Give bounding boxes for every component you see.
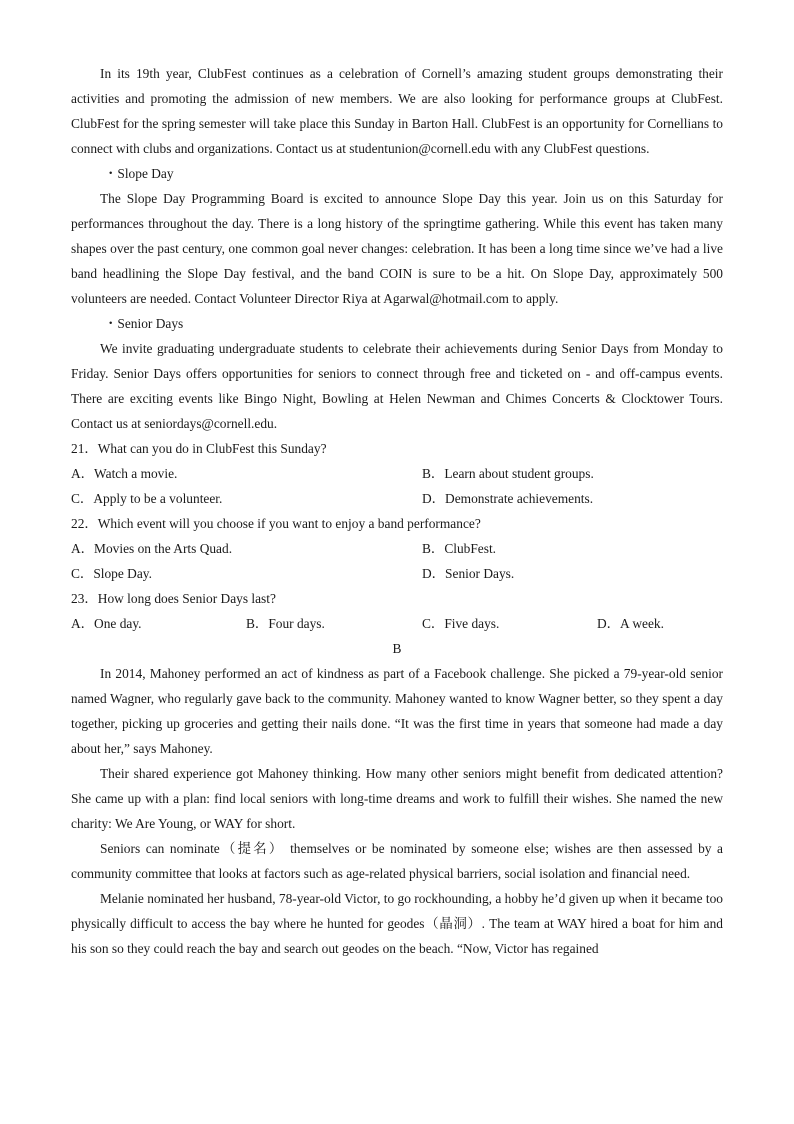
option-b: B．Learn about student groups. bbox=[422, 466, 594, 481]
question-22 bbox=[71, 511, 723, 586]
option-a: A．Movies on the Arts Quad. bbox=[71, 541, 233, 556]
option-c: C．Five days. bbox=[422, 616, 500, 631]
question-stem: 21．What can you do in ClubFest this Sunday? bbox=[71, 441, 327, 456]
question-21 bbox=[71, 436, 723, 511]
option-c: C．Apply to be a volunteer. bbox=[71, 491, 223, 506]
option-b: B．ClubFest. bbox=[422, 541, 497, 556]
question-23 bbox=[71, 586, 723, 636]
senior-days-heading: ・Senior Days bbox=[104, 316, 184, 331]
option-row bbox=[71, 611, 723, 636]
passage-b-paragraph: Their shared experience got Mahoney thinking. How many other seniors might benefit from dedicated attention? She came up with a plan: find local seniors with long-time dreams and work to fulfill their wishes. She named the new charity: We Are Young, or WAY for short. bbox=[71, 766, 723, 831]
option-a: A．One day. bbox=[71, 616, 142, 631]
option-row bbox=[71, 486, 723, 511]
question-stem: 23．How long does Senior Days last? bbox=[71, 591, 276, 606]
passage-b-paragraph: In 2014, Mahoney performed an act of kindness as part of a Facebook challenge. She picked a 79-year-old senior named Wagner, who regularly gave back to the community. Mahoney wanted to know Wagner better, so they spent a day together, picking up groceries and getting their nails done. “It was the first time in years that someone had made a day about her,” says Mahoney. bbox=[71, 666, 723, 756]
option-d: D．Senior Days. bbox=[422, 566, 515, 581]
senior-days-paragraph: We invite graduating undergraduate students to celebrate their achievements during Senior Days from Monday to Friday. Senior Days offers opportunities for seniors to connect through free and ticketed on - and off-campus events. There are exciting events like Bingo Night, Bowling at Helen Newman and Chimes Concerts & Clocktower Tours. Contact us at seniordays@cornell.edu. bbox=[71, 341, 723, 431]
clubfest-paragraph: In its 19th year, ClubFest continues as a celebration of Cornell’s amazing student groups demonstrating their activities and promoting the admission of new members. We are also looking for performance groups at ClubFest. ClubFest for the spring semester will take place this Sunday in Barton Hall. ClubFest is an opportunity for Cornellians to connect with clubs and organizations. Contact us at studentunion@cornell.edu with any ClubFest questions. bbox=[71, 66, 723, 156]
option-d: D．A week. bbox=[597, 616, 664, 631]
passage-b-paragraph: Melanie nominated her husband, 78-year-old Victor, to go rockhounding, a hobby he’d given up when it became too physically difficult to access the bay where he hunted for geodes（晶洞）. The team at WAY hired a boat for him and his son so they could reach the bay and search out geodes on the beach. “Now, Victor has regained bbox=[71, 891, 723, 956]
option-row bbox=[71, 561, 723, 586]
slope-day-heading: ・Slope Day bbox=[104, 166, 174, 181]
page-content bbox=[71, 61, 723, 961]
option-b: B．Four days. bbox=[246, 616, 325, 631]
section-label-b: B bbox=[392, 641, 402, 656]
option-row bbox=[71, 536, 723, 561]
option-row bbox=[71, 461, 723, 486]
slope-day-paragraph: The Slope Day Programming Board is excited to announce Slope Day this year. Join us on this Saturday for performances throughout the day. There is a long history of the springtime gathering. While this event has taken many shapes over the past century, one common goal never changes: celebration. It has been a long time since we’ve had a live band headlining the Slope Day festival, and the band COIN is sure to be a hit. On Slope Day, approximately 500 volunteers are needed. Contact Volunteer Director Riya at Agarwal@hotmail.com to apply. bbox=[71, 191, 723, 306]
question-stem: 22．Which event will you choose if you want to enjoy a band performance? bbox=[71, 516, 481, 531]
passage-b-paragraph: Seniors can nominate（提名） themselves or be nominated by someone else; wishes are then assessed by a community committee that looks at factors such as age-related physical barriers, social isolation and financial need. bbox=[71, 841, 723, 881]
option-c: C．Slope Day. bbox=[71, 566, 152, 581]
option-d: D．Demonstrate achievements. bbox=[422, 491, 594, 506]
option-a: A．Watch a movie. bbox=[71, 466, 178, 481]
